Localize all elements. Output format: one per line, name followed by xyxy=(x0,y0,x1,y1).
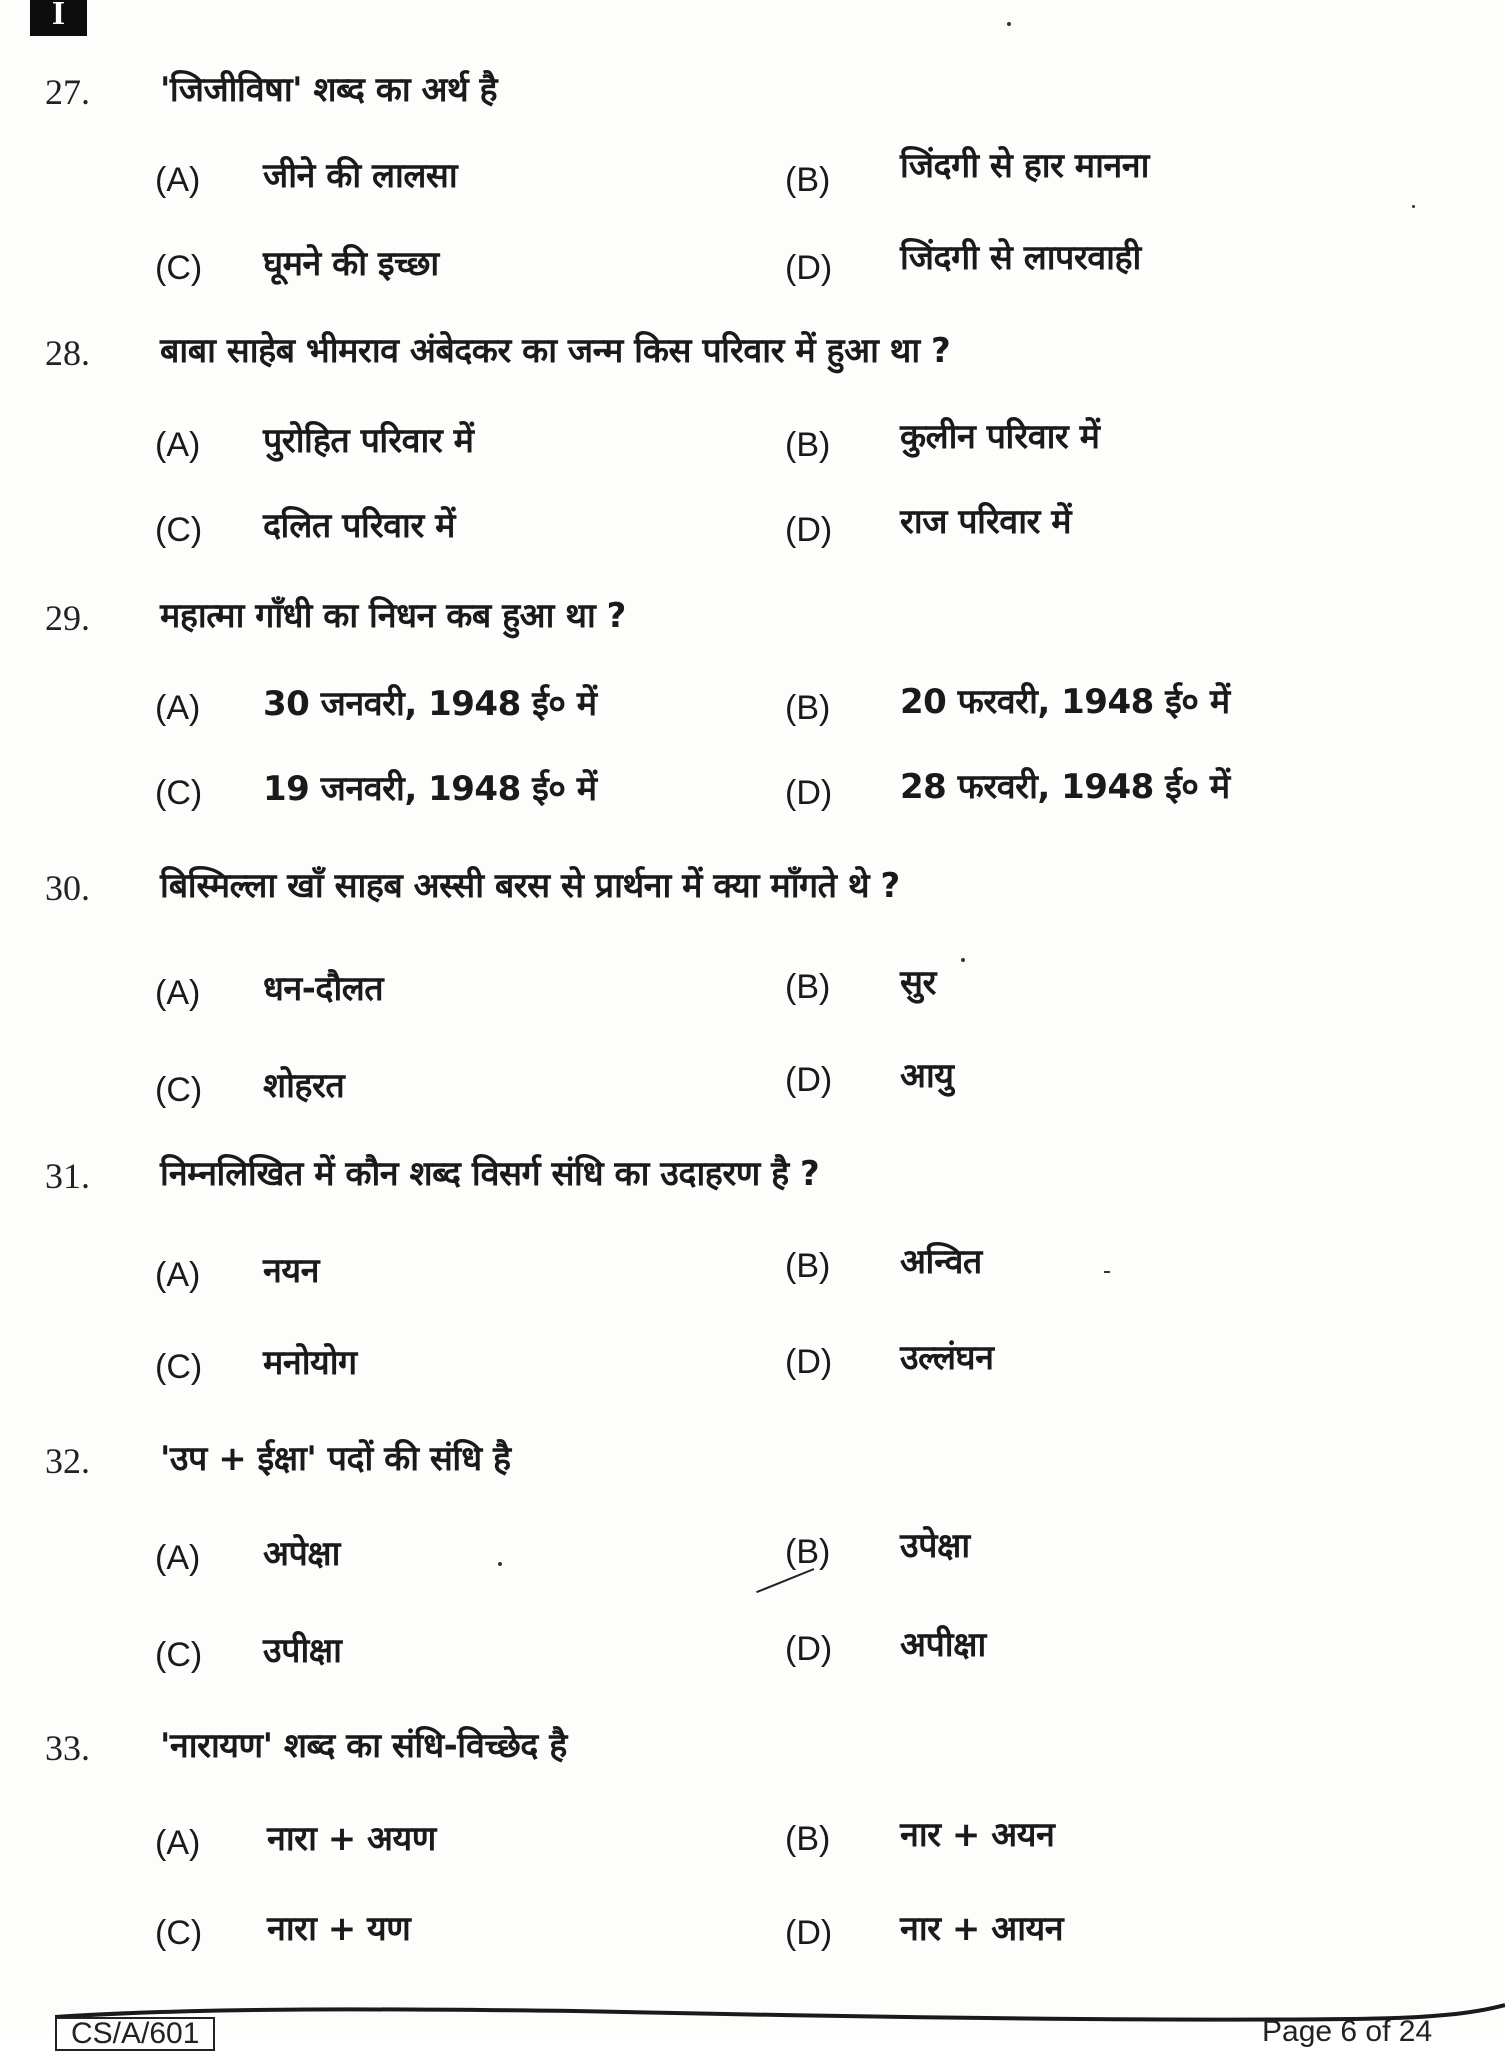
scan-speck xyxy=(1104,1271,1110,1273)
question-number: 28. xyxy=(45,333,90,373)
option-text: उल्लंघन xyxy=(900,1338,994,1378)
option-label: (B) xyxy=(785,968,831,1006)
option-text: अपेक्षा xyxy=(263,1534,340,1574)
option-label: (D) xyxy=(785,1914,833,1952)
option-text: धन-दौलत xyxy=(263,969,384,1009)
option-label: (A) xyxy=(155,1824,201,1862)
option-label: (B) xyxy=(785,426,831,464)
question-number: 27. xyxy=(45,72,90,112)
option-text: आयु xyxy=(900,1056,954,1096)
question-number: 33. xyxy=(45,1728,90,1768)
option-label: (B) xyxy=(785,1247,831,1285)
paper-code: CS/A/601 xyxy=(71,2017,200,2050)
question-number: 32. xyxy=(45,1441,90,1481)
option-text: नार + आयन xyxy=(900,1909,1064,1949)
option-label: (A) xyxy=(155,1539,201,1577)
option-label: (B) xyxy=(785,161,831,199)
scan-speck xyxy=(498,1562,502,1566)
question-text: 'जिजीविषा' शब्द का अर्थ है xyxy=(160,70,498,110)
option-text: नयन xyxy=(263,1251,319,1291)
question-text: बाबा साहेब भीमराव अंबेदकर का जन्म किस परिवार में हुआ था ? xyxy=(160,331,951,371)
option-text: 19 जनवरी, 1948 ई० में xyxy=(263,769,597,809)
option-text: कुलीन परिवार में xyxy=(900,417,1100,457)
option-text: 30 जनवरी, 1948 ई० में xyxy=(263,684,597,724)
option-text: 28 फरवरी, 1948 ई० में xyxy=(900,767,1230,807)
option-text: नारा + यण xyxy=(267,1909,411,1949)
option-label: (A) xyxy=(155,161,201,199)
option-label: (D) xyxy=(785,511,833,549)
question-text: निम्नलिखित में कौन शब्द विसर्ग संधि का उदाहरण है ? xyxy=(160,1154,820,1194)
paper-code-box xyxy=(55,2017,215,2051)
question-text: 'उप + ईक्षा' पदों की संधि है xyxy=(160,1439,511,1479)
option-label: (C) xyxy=(155,1636,203,1674)
question-number: 29. xyxy=(45,598,90,638)
option-label: (D) xyxy=(785,249,833,287)
option-label: (D) xyxy=(785,1630,833,1668)
option-text: राज परिवार में xyxy=(900,502,1072,542)
option-text: घूमने की इच्छा xyxy=(263,244,439,284)
option-text: मनोयोग xyxy=(263,1343,357,1383)
option-text: जिंदगी से लापरवाही xyxy=(900,238,1141,278)
option-label: (B) xyxy=(785,1820,831,1858)
option-label: (C) xyxy=(155,774,203,812)
option-label: (C) xyxy=(155,1071,203,1109)
option-text: नारा + अयण xyxy=(267,1819,436,1859)
option-text: अपीक्षा xyxy=(900,1625,986,1665)
option-text: 20 फरवरी, 1948 ई० में xyxy=(900,682,1230,722)
option-label: (B) xyxy=(785,689,831,727)
option-text: सुर xyxy=(900,963,936,1003)
option-text: नार + अयन xyxy=(900,1815,1055,1855)
question-number: 31. xyxy=(45,1156,90,1196)
option-label: (C) xyxy=(155,511,203,549)
option-label: (D) xyxy=(785,774,833,812)
option-label: (A) xyxy=(155,1256,201,1294)
option-text: शोहरत xyxy=(263,1066,345,1106)
option-text: उपीक्षा xyxy=(263,1631,342,1671)
option-label: (A) xyxy=(155,426,201,464)
option-text: जिंदगी से हार मानना xyxy=(900,146,1149,186)
page-info: Page 6 of 24 xyxy=(1262,2015,1433,2048)
option-label: (D) xyxy=(785,1343,833,1381)
option-text: जीने की लालसा xyxy=(263,156,458,196)
question-number: 30. xyxy=(45,868,90,908)
option-label: (B) xyxy=(785,1533,831,1571)
set-indicator-box xyxy=(30,0,87,36)
option-label: (C) xyxy=(155,249,203,287)
question-text: 'नारायण' शब्द का संधि-विच्छेद है xyxy=(160,1726,567,1766)
set-label: I xyxy=(51,0,66,32)
option-label: (C) xyxy=(155,1914,203,1952)
option-label: (A) xyxy=(155,974,201,1012)
question-text: महात्मा गाँधी का निधन कब हुआ था ? xyxy=(160,596,626,636)
option-label: (A) xyxy=(155,689,201,727)
option-label: (D) xyxy=(785,1061,833,1099)
option-label: (C) xyxy=(155,1348,203,1386)
option-text: अन्वित xyxy=(900,1242,982,1282)
option-text: पुरोहित परिवार में xyxy=(263,421,474,461)
scan-speck xyxy=(1007,22,1011,26)
scan-speck xyxy=(961,958,965,962)
scan-speck xyxy=(1412,205,1415,208)
question-text: बिस्मिल्ला खाँ साहब अस्सी बरस से प्रार्थना में क्या माँगते थे ? xyxy=(160,866,900,906)
option-text: उपेक्षा xyxy=(900,1526,970,1566)
option-text: दलित परिवार में xyxy=(263,506,455,546)
